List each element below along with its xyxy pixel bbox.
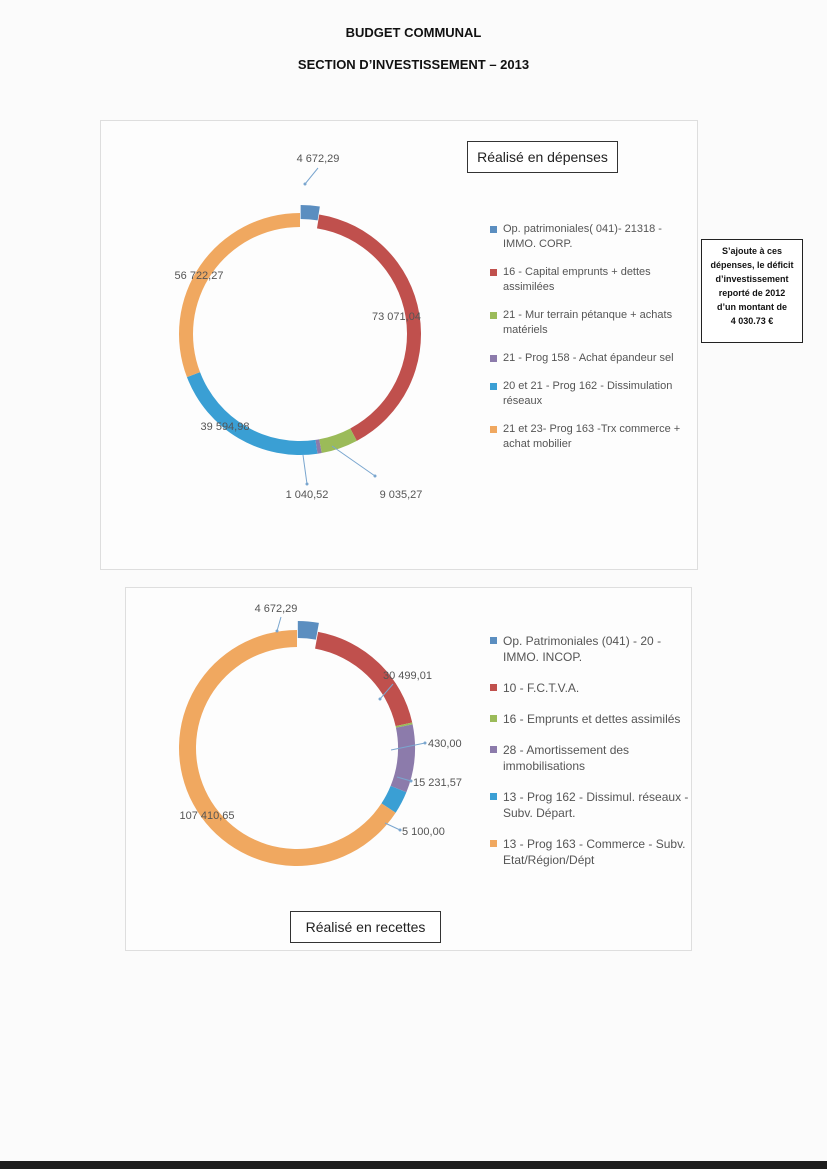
- note-line: d’investissement: [715, 274, 789, 284]
- note-line: d’un montant de: [717, 302, 787, 312]
- expense-slice-16-capital-emprunts-dettes-assimilees: [317, 215, 421, 441]
- page-title: BUDGET COMMUNAL: [345, 25, 482, 40]
- expense-leader-arrow: [304, 183, 307, 186]
- revenue-legend-swatch: [490, 715, 497, 722]
- revenue-legend-swatch: [490, 840, 497, 847]
- revenue-legend-swatch: [490, 637, 497, 644]
- note-line: reporté de 2012: [718, 288, 786, 298]
- revenue-legend-item: [489, 789, 689, 821]
- expense-value-label: 9 035,27: [379, 489, 423, 501]
- expense-legend-item: [489, 265, 689, 295]
- revenue-legend-item: [489, 633, 689, 665]
- revenue-legend-label: 13 - Prog 163 - Commerce - Subv. Etat/Région/Dépt: [503, 837, 686, 867]
- scan-edge: [0, 1161, 827, 1169]
- revenue-leader-arrow: [379, 698, 382, 701]
- revenue-legend-item: [489, 711, 689, 727]
- expense-slice-20-et-21-prog-162-dissimulation-reseaux: [187, 372, 318, 455]
- expense-legend-label: 21 - Prog 158 - Achat épandeur sel: [503, 352, 674, 364]
- revenue-leader-line: [277, 617, 281, 631]
- expense-legend-item: [489, 351, 689, 366]
- expense-value-label: 39 594,98: [200, 421, 250, 433]
- expense-leader-line: [305, 168, 318, 184]
- expense-value-label: 73 071,04: [372, 311, 421, 323]
- expense-legend-label: 21 - Mur terrain pétanque + achats matériels: [503, 309, 673, 336]
- revenue-leader-arrow: [276, 630, 279, 633]
- revenue-value-label: 430,00: [428, 738, 462, 750]
- expense-leader-line: [332, 446, 375, 476]
- expense-legend-swatch: [490, 226, 497, 233]
- deficit-note: [701, 239, 803, 343]
- revenue-leader-line: [385, 823, 400, 830]
- expense-legend-label: 21 et 23- Prog 163 -Trx commerce + achat mobilier: [503, 423, 681, 450]
- revenue-chart-title: Réalisé en recettes: [290, 911, 441, 943]
- expense-slice-21-et-23-prog-163-trx-commerce-achat-mob: [179, 213, 300, 377]
- expense-legend-item: [489, 308, 689, 338]
- expense-legend-label: Op. patrimoniales( 041)- 21318 - IMMO. CORP.: [503, 223, 662, 250]
- expense-value-label: 4 672,29: [296, 153, 340, 165]
- revenue-legend-label: 13 - Prog 162 - Dissimul. réseaux - Subv. Départ.: [503, 790, 689, 820]
- expenses-legend: [489, 222, 689, 465]
- expense-legend-swatch: [490, 312, 497, 319]
- expense-legend-label: 16 - Capital emprunts + dettes assimilées: [503, 266, 651, 293]
- expense-leader-line: [303, 455, 307, 484]
- expenses-chart-title: Réalisé en dépenses: [467, 141, 618, 173]
- expense-slice-21-mur-terrain-petanque-achats-materiels: [319, 428, 357, 453]
- revenue-value-label: 30 499,01: [383, 670, 432, 682]
- expense-legend-label: 20 et 21 - Prog 162 - Dissimulation réseaux: [503, 380, 673, 407]
- expense-leader-arrow: [306, 483, 309, 486]
- revenue-value-label: 5 100,00: [402, 826, 445, 838]
- page-subtitle: SECTION D’INVESTISSEMENT – 2013: [297, 57, 530, 72]
- note-line: dépenses, le déficit: [710, 260, 794, 270]
- note-line: 4 030.73 €: [730, 316, 774, 326]
- expense-legend-swatch: [490, 355, 497, 362]
- revenue-legend-label: 28 - Amortissement des immobilisations: [503, 743, 630, 773]
- expense-legend-item: [489, 379, 689, 409]
- expense-slice-op-patrimoniales-041-21318-immo-corp: [301, 205, 320, 220]
- expense-value-label: 1 040,52: [285, 489, 329, 501]
- revenue-leader-arrow: [424, 742, 427, 745]
- revenue-slice-op-patrimoniales-041-20-immo-incop: [298, 621, 319, 640]
- revenue-legend: [489, 633, 689, 883]
- expense-legend-swatch: [490, 269, 497, 276]
- revenue-legend-swatch: [490, 746, 497, 753]
- revenue-legend-label: 16 - Emprunts et dettes assimilés: [503, 712, 681, 726]
- revenue-value-label: 4 672,29: [254, 603, 298, 615]
- note-line: S’ajoute à ces: [721, 246, 783, 256]
- expense-leader-arrow: [374, 475, 377, 478]
- revenue-legend-item: [489, 742, 689, 774]
- revenue-legend-item: [489, 680, 689, 696]
- expense-value-label: 56 722,27: [174, 270, 224, 282]
- revenue-value-label: 107 410,65: [179, 810, 235, 822]
- revenue-legend-swatch: [490, 684, 497, 691]
- revenue-legend-label: 10 - F.C.T.V.A.: [503, 681, 580, 695]
- expense-legend-swatch: [490, 383, 497, 390]
- revenue-legend-item: [489, 836, 689, 868]
- expense-legend-item: [489, 422, 689, 452]
- revenue-legend-label: Op. Patrimoniales (041) - 20 - IMMO. INCOP.: [503, 634, 662, 664]
- expense-legend-swatch: [490, 426, 497, 433]
- revenue-value-label: 15 231,57: [413, 777, 462, 789]
- expense-legend-item: [489, 222, 689, 252]
- revenue-legend-swatch: [490, 793, 497, 800]
